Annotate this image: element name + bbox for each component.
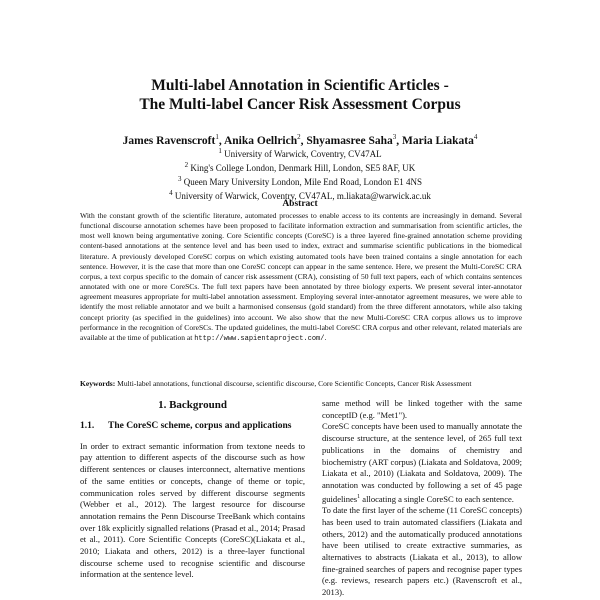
author: Shyamasree Saha$^3$, bbox=[306, 133, 402, 147]
keywords-text: Multi-label annotations, functional discourse, scientific discourse, Core Scientific Concepts, Cancer Risk Assessment bbox=[115, 379, 472, 388]
footnote-mark: 1 bbox=[357, 493, 361, 500]
title-line-2: The Multi-label Cancer Risk Assessment Corpus bbox=[139, 96, 461, 113]
subsection-heading bbox=[80, 420, 305, 432]
author: Anika Oellrich$^2$, bbox=[223, 133, 307, 147]
subsection-title: The CoreSC scheme, corpus and applications bbox=[108, 420, 292, 431]
affiliation: $^2$ King's College London, Denmark Hill, London, SE5 8AF, UK bbox=[184, 161, 416, 173]
body-paragraph: same method will be linked together with the same conceptID (e.g. "Met1"). bbox=[322, 398, 522, 420]
subsection-number: 1.1. bbox=[80, 420, 95, 431]
abstract-body: With the constant growth of the scientific literature, automated processes to enable access to its contents are increasingly in demand. Several functional discourse annotation schemes have been proposed to facilitate information extraction and summarisation from scientific articles, the most well known being argumentative zoning. Core Scientific concepts (CoreSC) is a three layered fine-grained annotation scheme providing content-based annotations at the sentence level and has been used to index, extract and summarise scientific publications in the biomedical literature. A previously developed CoreSC corpus on which existing automated tools have been trained contains a single annotation for each sentence. However, it is the case that more than one CoreSC concept can appear in the same sentence. Here, we present the Multi-CoreSC CRA corpus, a text corpus specific to the domain of cancer risk assessment (CRA), consisting of 50 full text papers, each of which contains sentences annotated with one or more CoreSCs. The full text papers have been annotated by three biology experts. We present several inter-annotator agreement measures appropriate for multi-label annotation assessment. Employing several inter-annotator agreement measures, we were able to identify the most reliable annotator and we built a harmonised consensus (gold standard) from the three different annotators, while also taking concept priority (as specified in the guidelines) into account. We also show that the new Multi-CoreSC CRA corpus allows us to improve performance in the recognition of CoreSCs. The updated guidelines, the multi-label CoreSC CRA corpus and other relevant, related materials are available at the time of publication at http://www.sapientaproject.com/. bbox=[80, 211, 522, 343]
keywords-label: Keywords: bbox=[80, 379, 116, 388]
body-paragraph: To date the first layer of the scheme (11 CoreSC concepts) has been used to train automated classifiers (Liakata and others, 2012) and the automatically produced annotations have been utilised to create extractive summaries, as alternatives to abstracts (Liakata et al., 2013), to allow fine-grained searches of papers and recognise paper types (e.g. reviews, research papers etc.) (Ravenscroft et al., 2013). bbox=[322, 505, 522, 598]
body-paragraph: In order to extract semantic information from textone needs to pay attention to different aspects of the discourse such as how different sentences or clauses interconnect, alternative mentions of the same entities or concepts, change of theme or topic, communication roles served by different discourse segments (Webber et al., 2012). The largest resource for discourse annotation remains the Penn Discourse TreeBank which contains over 18k explicitly signalled relations (Prasad et al., 2014; Prasad et al., 2011). Core Scientific Concepts (CoreSC)(Liakata et al., 2010; Liakata and others, 2012) is a three-layer functional discourse scheme used to recognise scientific and discourse information at the sentence level. bbox=[80, 440, 305, 580]
section-heading: 1. Background bbox=[158, 399, 227, 411]
left-column bbox=[80, 400, 305, 581]
title-line-1: Multi-label Annotation in Scientific Articles - bbox=[151, 77, 449, 94]
right-column bbox=[322, 398, 522, 599]
body-paragraph: CoreSC concepts have been used to manually annotate the discourse structure, at the sentence level, of 265 full text publications in the domains of chemistry and biochemistry (ART corpus) (Liakata and Soldatova, 2009; Liakata et al., 2010) (Liakata and Soldatova, 2009). The annotation was conducted by following a set of 45 page guidelines$^1$ allocating a single CoreSC to each sentence. bbox=[322, 421, 522, 504]
affiliation-list bbox=[60, 146, 540, 202]
affiliation: $^4$ University of Warwick, Coventry, CV47AL, m.liakata@warwick.ac.uk bbox=[169, 189, 431, 201]
author: James Ravenscroft$^1$, bbox=[122, 133, 224, 147]
paper-title bbox=[60, 76, 540, 114]
affiliation: $^3$ Queen Mary University London, Mile End Road, London E1 4NS bbox=[178, 175, 422, 187]
affiliation: $^1$ University of Warwick, Coventry, CV47AL bbox=[218, 147, 382, 159]
abstract-url-link[interactable]: http://www.sapientaproject.com/ bbox=[194, 334, 325, 343]
keywords bbox=[80, 379, 540, 389]
abstract-heading: Abstract bbox=[282, 199, 318, 209]
author: Maria Liakata$^4$ bbox=[402, 133, 478, 147]
